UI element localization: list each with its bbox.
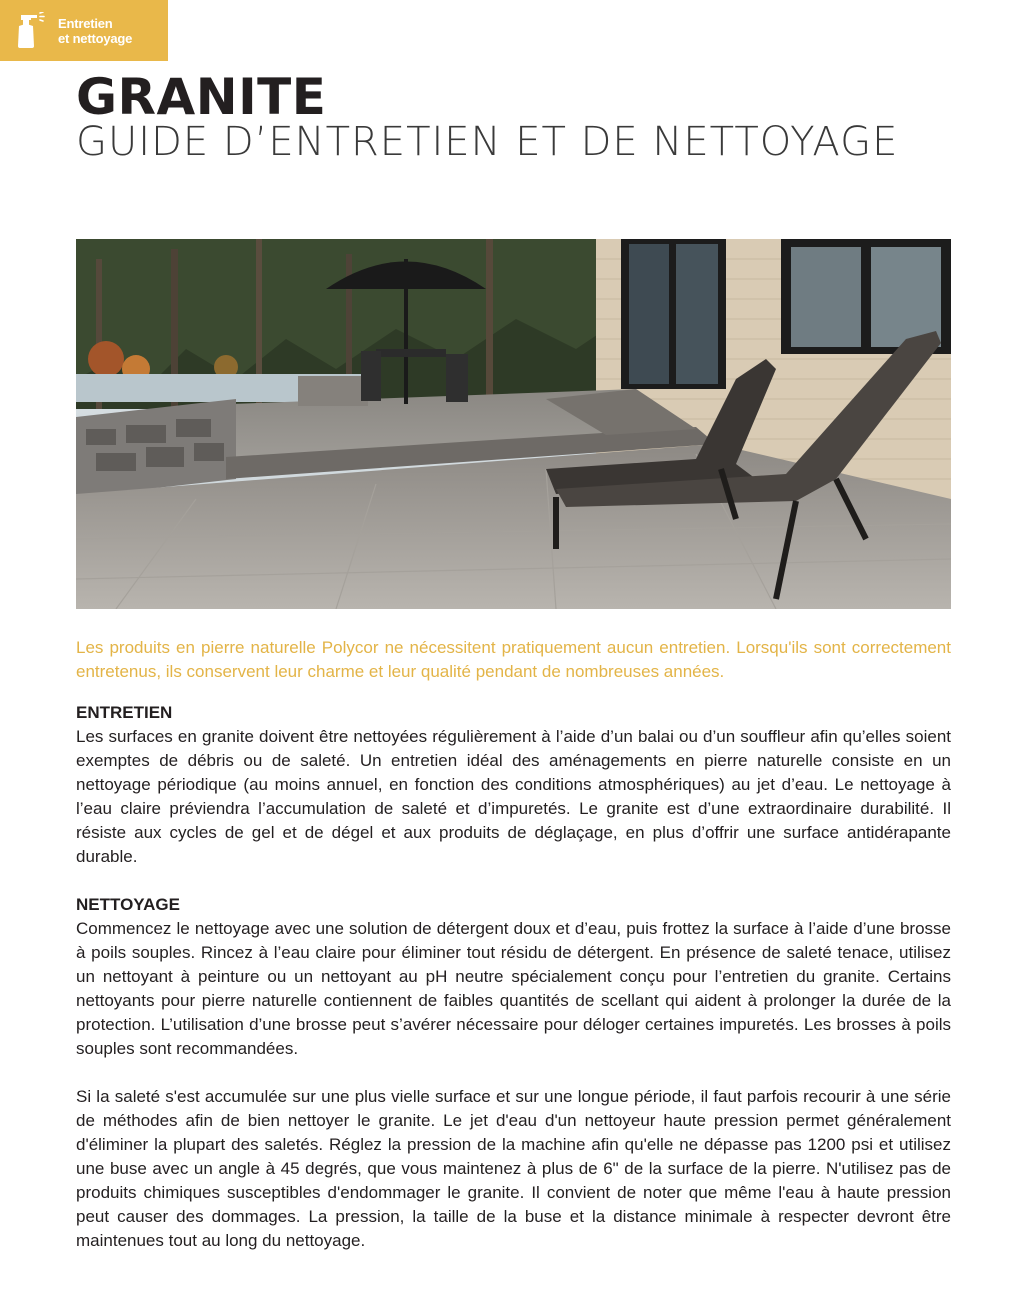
page-title: GRANITE bbox=[76, 68, 327, 126]
spacer bbox=[76, 1061, 951, 1085]
spacer bbox=[76, 869, 951, 893]
badge-line-2: et nettoyage bbox=[58, 30, 133, 46]
paragraph-nettoyage-1: Commencez le nettoyage avec une solution de détergent doux et d’eau, puis frottez la surface à l’aide d’une brosse à poils souples. Rincez à l’eau claire pour éliminer tout résidu de détergent. En présence de saleté tenace, utilisez un nettoyant à peinture ou un nettoyant au pH neutre spécialement conçu pour l’entretien du granite. Certains nettoyants pour pierre naturelle contiennent de faibles quantités de scellant qui aident à prolonger la durée de la protection. L’utilisation d’une brosse peut s’avérer nécessaire pour déloger certaines impuretés. Les brosses à poils souples sont recommandées. bbox=[76, 919, 951, 1058]
category-badge bbox=[0, 0, 168, 61]
paragraph-entretien: Les surfaces en granite doivent être nettoyées régulièrement à l’aide d’un balai ou d’un souffleur afin qu’elles soient exemptes de débris ou de saleté. Un entretien idéal des aménagements en pierre naturelle consiste en un nettoyage périodique (au moins annuel, en fonction des conditions atmosphériques) au jet d’eau. Le nettoyage à l’eau claire préviendra l’accumulation de saleté et d’impuretés. Le granite est d’une extraordinaire durabilité. Il résiste aux cycles de gel et de dégel et aux produits de déglaçage, en plus d’offrir une surface antidérapante durable. bbox=[76, 727, 951, 866]
section-title-entretien: ENTRETIEN bbox=[76, 703, 173, 722]
section-title-nettoyage: NETTOYAGE bbox=[76, 895, 180, 914]
body-content bbox=[76, 636, 951, 1253]
badge-line-1: Entretien bbox=[58, 15, 113, 31]
page-subtitle: GUIDE D’ENTRETIEN ET DE NETTOYAGE bbox=[76, 119, 899, 165]
badge-label bbox=[58, 16, 132, 46]
intro-paragraph: Les produits en pierre naturelle Polycor ne nécessitent pratiquement aucun entretien. Lorsqu'ils sont correctement entretenus, ils conservent leur charme et leur qualité pendant de nombreuses années. bbox=[76, 638, 951, 681]
paragraph-nettoyage-2: Si la saleté s'est accumulée sur une plus vielle surface et sur une longue période, il faut parfois recourir à une série de méthodes afin de bien nettoyer le granite. Le jet d'eau d'un nettoyeur haute pression permet généralement d'éliminer la plupart des saletés. Réglez la pression de la machine afin qu'elle ne dépasse pas 1200 psi et utilisez une buse avec un angle à 45 degrés, que vous maintenez à plus de 6" de la surface de la pierre. N'utilisez pas de produits chimiques susceptibles d'endommager le granite. Il convient de noter que même l'eau à haute pression peut causer des dommages. La pression, la taille de la buse et la distance minimale à respecter devront être maintenues tout au long du nettoyage. bbox=[76, 1087, 951, 1250]
granite-patio-photo bbox=[76, 239, 951, 609]
spray-bottle-icon bbox=[12, 12, 46, 50]
hero-photo bbox=[76, 239, 951, 609]
